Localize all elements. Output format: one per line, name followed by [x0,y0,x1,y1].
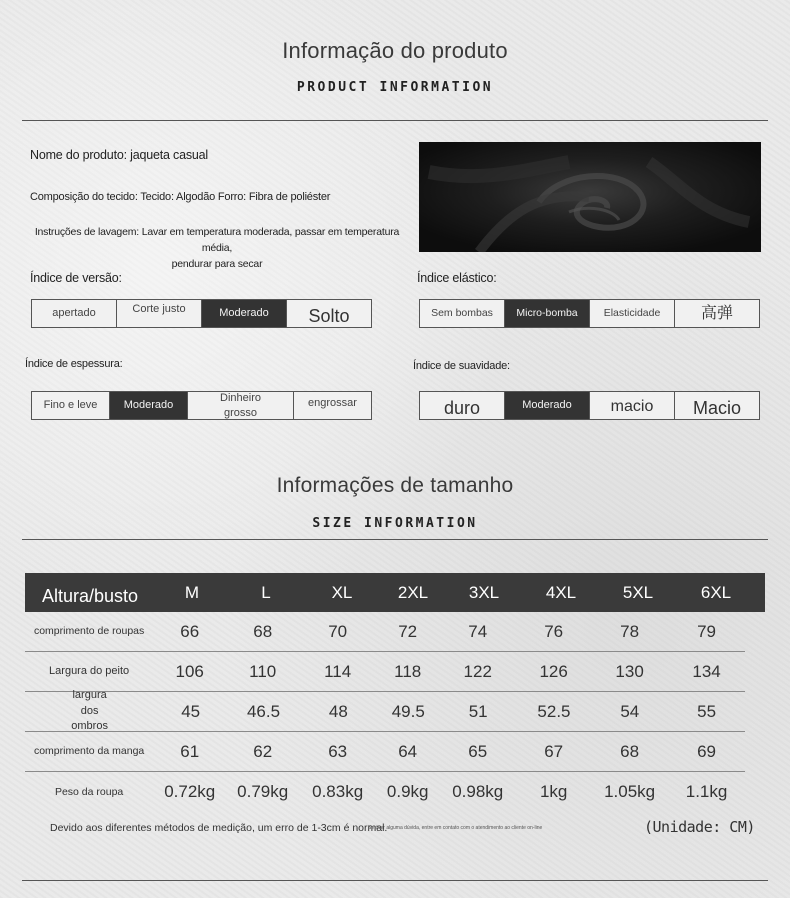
table-cell: 61 [180,741,200,761]
table-cell: 1kg [539,782,568,801]
table-cell: 74 [468,621,488,641]
table-cell: 66 [180,621,200,641]
table-cell: 52.5 [537,701,571,721]
elastic-option-none: Sem bombas [420,300,505,327]
measurement-note: Devido aos diferentes métodos de medição, um erro de 1-3cm é normal. [50,822,388,834]
row-label: Peso da roupa [54,785,124,798]
table-row [25,689,745,733]
product-info-title: Informação do produto [282,38,508,63]
size-header: M [184,582,200,602]
thickness-option-thicken: engrossar [308,397,357,410]
thickness-index-scale [31,391,372,420]
elastic-option-elasticity: Elasticidade [590,300,675,327]
size-table-header [25,573,765,612]
table-cell: 65 [468,741,488,761]
small-print: Se tiver alguma dúvida, entre em contato com o atendimento ao cliente on-line [368,825,543,831]
fabric-composition: Composição do tecido: Tecido: Algodão Forro: Fibra de poliéster [30,191,331,203]
divider [22,539,768,540]
table-cell: 55 [697,701,717,721]
table-cell: 45 [181,701,201,721]
softness-option-soft: macio [590,392,675,419]
table-cell: 118 [394,661,422,681]
row-label: comprimento de roupas [33,625,145,638]
table-cell: 0.9kg [386,782,429,801]
table-cell: 130 [615,661,644,681]
row-label: comprimento da manga [33,745,145,758]
divider [22,120,768,121]
washing-line-2: pendurar para secar [171,258,263,270]
elastic-option-high: 高弹 [700,303,733,323]
table-cell: 78 [620,621,640,641]
size-header: L [261,582,271,602]
size-info-title: Informações de tamanho [276,474,514,497]
table-cell: 110 [249,661,277,681]
product-info-subtitle: PRODUCT INFORMATION [296,80,494,95]
elastic-index-label: Índice elástico: [417,271,497,285]
table-cell: 79 [697,621,716,641]
washing-line-1: Instruções de lavagem: Lavar em temperatura moderada, passar em temperatura média, [34,226,400,254]
table-cell: 72 [398,621,418,641]
table-cell: 126 [539,661,568,681]
size-header: 6XL [700,582,732,602]
divider [22,880,768,881]
thickness-option-thick: Dinheiro grosso [188,392,294,419]
row-label: Largura do peito [49,664,130,677]
thickness-option-moderate: Moderado [110,392,188,419]
size-header: 5XL [622,582,654,602]
size-header: 4XL [545,582,577,602]
table-row [25,772,745,812]
table-cell: 0.98kg [452,782,504,801]
size-header: 3XL [468,582,500,602]
size-table [25,573,765,812]
table-cell: 1.1kg [685,782,728,801]
size-header: 2XL [397,582,429,602]
table-cell: 0.83kg [312,782,364,801]
fabric-photo [419,142,761,252]
table-cell: 114 [324,661,352,681]
table-cell: 134 [692,661,721,681]
table-cell: 76 [544,621,564,641]
version-option-loose: Solto [308,305,350,326]
softness-option-hard: duro [420,392,505,419]
table-cell: 106 [175,661,204,681]
table-cell: 49.5 [391,701,425,721]
table-cell: 67 [544,741,564,761]
table-cell: 63 [328,741,348,761]
version-option-tight: apertado [32,300,117,327]
softness-index-label: Índice de suavidade: [413,360,510,372]
softness-option-moderate: Moderado [505,392,590,419]
unit-label: (Unidade: CM) [644,818,755,836]
table-row [25,732,745,772]
table-cell: 0.72kg [164,782,216,801]
version-index-scale [31,299,372,328]
table-cell: 1.05kg [604,782,656,801]
fabric-swirl-image [419,142,761,252]
thickness-option-thin: Fino e leve [32,392,110,419]
table-cell: 68 [620,741,640,761]
row-label: largura dos ombros [71,689,108,733]
softness-option-very-soft: Macio [692,397,741,418]
table-cell: 70 [328,621,348,641]
version-option-moderate: Moderado [202,300,287,327]
table-cell: 122 [463,661,492,681]
table-cell: 46.5 [246,701,281,721]
table-cell: 69 [697,741,716,761]
table-cell: 54 [620,701,640,721]
elastic-option-micro: Micro-bomba [505,300,590,327]
table-cell: 68 [253,621,273,641]
table-cell: 0.79kg [237,782,289,801]
table-cell: 48 [328,701,348,721]
version-index-label: Índice de versão: [30,271,122,285]
table-row [25,612,745,652]
table-row [25,652,745,692]
size-info-subtitle: SIZE INFORMATION [312,516,478,531]
elastic-index-scale [419,299,760,328]
thickness-index-label: Índice de espessura: [25,358,123,370]
washing-instructions [30,224,404,272]
size-header: XL [331,582,353,602]
table-cell: 51 [468,701,488,721]
table-cell: 62 [253,741,273,761]
header-height-bust: Altura/busto [41,586,139,606]
version-option-slim-fit: Corte justo [117,300,202,327]
product-name: Nome do produto: jaqueta casual [30,148,208,162]
table-cell: 64 [398,741,418,761]
softness-index-scale [419,391,760,420]
